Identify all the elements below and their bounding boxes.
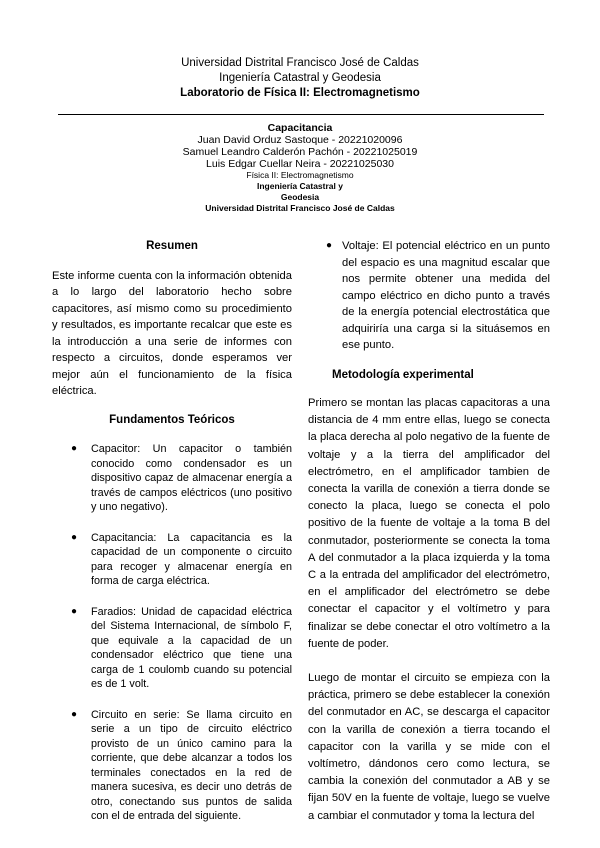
right-column [308,238,550,825]
list-item-text: Capacitancia: La capacitancia es la capacidad de un componente o circuito para recoger y almacenar energía en forma de carga eléctrica. [91,531,292,587]
abstract-title: Resumen [146,240,198,252]
bullet-icon: ● [326,240,333,251]
bullet-icon: ● [71,605,78,617]
bullet-icon: ● [71,443,78,454]
author-3: Luis Edgar Cuellar Neira - 20221025030 [206,158,394,170]
author-1: Juan David Orduz Sastoque - 20221020096 [197,134,403,146]
list-item-text: Circuito en serie: Se llama circuito en serie a un tipo de circuito eléctrico provisto de un único camino para la corriente, que debe alcanzar a todos los terminales conectados en la red de manera sucesiva, es decir uno detrás de otro, conectando sus puntos de salida con el de entrada del siguiente. [91,708,292,822]
list-item-text: Capacitor: Un capacitor o también conocido como condensador es un dispositivo capaz de almacenar energía a través de campos eléctricos (uno positivo y uno negativo). [91,443,292,513]
list-item-text: Voltaje: El potencial eléctrico en un punto del espacio es una magnitud escalar que nos permite obtener una medida del campo eléctrico en dicho punto a través de la energía potencial electrostática que adquiriría una carga si la situásemos en ese punto. [342,240,550,351]
program-line-1: Ingeniería Catastral y [257,181,343,191]
bullet-icon: ● [71,531,78,543]
title-block [0,122,600,214]
methodology-paragraph-1: Primero se montan las placas capacitoras a una distancia de 4 mm entre ellas, luego se conecta la placa derecha al polo negativo de la fuente de voltaje y a la tierra del amplificador del electrómetro, en el amplificador tambien de conecta la varilla de conexión a tierra donde se conecto la placa, luego se conecta el polo positivo de la fuente de voltaje a la toma B del conmutador, posteriormente se conecta la toma A del conmutador a la placa izquierda y la toma C a la entrada del amplificador del electrómetro, en el amplificador del electrómetro se debe conectar el capacitor y el voltímetro y para finalizar se debe conectar el otro voltímetro a la fuente de poder. [308,397,550,650]
header-program: Ingeniería Catastral y Geodesia [219,72,381,84]
theory-title: Fundamentos Teóricos [109,413,235,426]
methodology-title: Metodología experimental [332,368,474,381]
header-university: Universidad Distrital Francisco José de Caldas [181,57,419,69]
list-item [52,605,292,692]
bullet-icon: ● [71,708,78,720]
report-title: Capacitancia [267,122,333,134]
list-item [52,442,292,515]
voltage-list [308,238,550,354]
course-name: Física II: Electromagnetismo [246,170,354,180]
theory-list [52,442,292,824]
header-lab: Laboratorio de Física II: Electromagnetismo [180,87,420,99]
program-line-2: Geodesia [280,192,320,202]
abstract-text: Este informe cuenta con la información obtenida a lo largo del laboratorio hecho sobre capacitores, así mismo como su procedimiento y resultados, es importante recalcar que este es la introducción a una serie de informes con respecto a circuitos, donde esperamos ver mejor aún el funcionamiento de la física eléctrica. [52,269,292,397]
list-item [52,531,292,589]
document-header [0,56,600,101]
list-item [52,708,292,824]
title-university: Universidad Distrital Francisco José de Caldas [205,203,395,213]
left-column [52,238,292,824]
list-item [308,238,550,354]
methodology-paragraph-2: Luego de montar el circuito se empieza con la práctica, primero se debe establecer la conexión del conmutador en AC, se descarga el capacitor con la varilla de conexión a tierra tocando el capacitor con la varilla y se mide con el voltímetro, dándonos cero como lectura, se cambia la conexión del conmutador a AB y se fijan 50V en la fuente de voltaje, luego se vuelve a cambiar el conmutador y toma la lectura del [308,672,550,822]
list-item-text: Faradios: Unidad de capacidad eléctrica del Sistema Internacional, de símbolo F, que equivale a la capacidad de un condensador eléctrico que tiene una carga de 1 coulomb cuando su potencial es de 1 volt. [91,605,292,690]
header-divider [58,114,544,115]
author-2: Samuel Leandro Calderón Pachón - 20221025019 [182,146,418,158]
